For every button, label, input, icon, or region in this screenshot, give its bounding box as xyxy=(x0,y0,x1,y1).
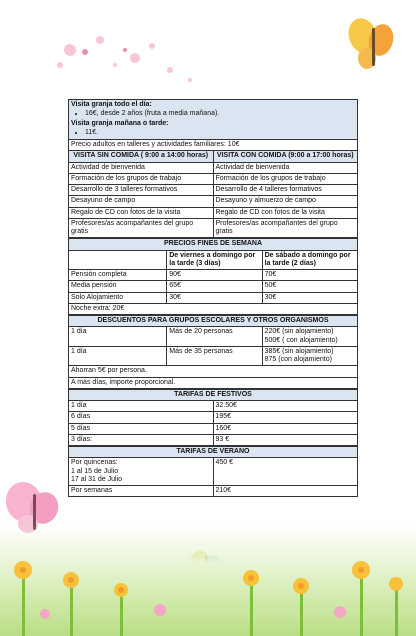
table-row xyxy=(69,207,358,218)
table-cell: Más de 35 personas xyxy=(167,346,262,366)
visita-manana-title: Visita granja mañana o tarde: xyxy=(71,119,169,127)
table-cell: 50€ xyxy=(262,281,357,292)
visita-table xyxy=(68,99,358,238)
fines-title: PRECIOS FINES DE SEMANA xyxy=(69,239,358,250)
table-cell: Desayuno de campo xyxy=(69,196,214,207)
table-cell: 1 día xyxy=(69,401,214,412)
semanas-label: Por semanas xyxy=(69,486,214,497)
table-cell: Actividad de bienvenida xyxy=(213,162,358,173)
visita-manana-item: • 11€. xyxy=(85,129,355,137)
col-header-sin-comida: VISITA SIN COMIDA ( 9:00 a 14:00 horas) xyxy=(69,151,214,162)
col-header-con-comida: VISITA CON COMIDA (9:00 a 17:00 horas) xyxy=(213,151,358,162)
precio-sin-alojamiento: 220€ (sin alojamiento) xyxy=(264,328,334,336)
visita-todo-dia-title: Visita granja todo el día: xyxy=(71,101,152,108)
table-cell: Formación de los grupos de trabajo xyxy=(213,173,358,184)
fines-col-sabado: De sábado a domingo por la tarde (2 días) xyxy=(262,250,357,270)
mas-dias-note: A más días, importe proporcional. xyxy=(69,377,358,388)
table-cell: 5 días xyxy=(69,423,214,434)
table-cell: Desayuno y almuerzo de campo xyxy=(213,196,358,207)
table-row xyxy=(69,327,358,347)
table-row xyxy=(69,486,358,497)
table-row xyxy=(69,270,358,281)
table-cell: Formación de los grupos de trabajo xyxy=(69,173,214,184)
verano-title: TARIFAS DE VERANO xyxy=(69,447,358,458)
table-cell: Profesores/as acompañantes del grupo gratis xyxy=(213,218,358,238)
visita-info-cell xyxy=(69,100,358,140)
descuentos-title: DESCUENTOS PARA GRUPOS ESCOLARES Y OTROS ORGANISMOS xyxy=(69,316,358,327)
table-row xyxy=(69,346,358,366)
table-cell xyxy=(69,458,214,486)
noche-extra: Noche extra: 20€ xyxy=(69,303,358,314)
table-cell: 30€ xyxy=(167,292,262,303)
table-row xyxy=(69,401,358,412)
table-cell: 30€ xyxy=(262,292,357,303)
table-row xyxy=(69,185,358,196)
quincenas-price: 450 € xyxy=(213,458,358,486)
semanas-price: 210€ xyxy=(213,486,358,497)
precio-con-alojamiento: 875 (con alojamiento) xyxy=(264,356,332,363)
table-cell: 93 € xyxy=(213,434,358,445)
table-row xyxy=(69,196,358,207)
flowers-decoration xyxy=(0,540,416,636)
table-row xyxy=(69,162,358,173)
empty-cell xyxy=(69,250,167,270)
butterfly-icon xyxy=(345,16,401,76)
table-cell: Profesores/as acompañantes del grupo gratis xyxy=(69,218,214,238)
table-cell xyxy=(262,327,357,347)
table-cell: 65€ xyxy=(167,281,262,292)
table-cell: Solo Alojamiento xyxy=(69,292,167,303)
precio-sin-alojamiento: 385€ (sin alojamiento) xyxy=(264,347,334,355)
fines-semana-table xyxy=(68,238,358,315)
adultos-price: Precio adultos en talleres y actividades familiares: 10€ xyxy=(69,140,358,151)
quincena-2: 17 al 31 de Julio xyxy=(71,475,122,483)
table-row xyxy=(69,218,358,238)
festivos-title: TARIFAS DE FESTIVOS xyxy=(69,389,358,400)
table-cell: 1 día xyxy=(69,327,167,347)
table-cell: 32.50€ xyxy=(213,401,358,412)
table-cell: Pensión completa xyxy=(69,270,167,281)
table-cell: 3 días: xyxy=(69,434,214,445)
visita-todo-dia-item: • 16€, desde 2 años (fruta a media mañana). xyxy=(85,110,355,118)
top-left-sparkle-decoration xyxy=(40,10,240,90)
table-cell: 90€ xyxy=(167,270,262,281)
price-document xyxy=(68,99,358,497)
table-cell: Actividad de bienvenida xyxy=(69,162,214,173)
quincena-1: 1 al 15 de Julio xyxy=(71,467,119,475)
table-cell xyxy=(262,346,357,366)
table-cell: Media pensión xyxy=(69,281,167,292)
table-cell: 6 días xyxy=(69,412,214,423)
table-row xyxy=(69,173,358,184)
table-cell: Desarrollo de 4 talleres formativos xyxy=(213,185,358,196)
table-row xyxy=(69,292,358,303)
fines-col-viernes: De viernes a domingo por la tarde (3 días) xyxy=(167,250,262,270)
festivos-table xyxy=(68,389,358,446)
precio-con-alojamiento: 500€ ( con alojamiento) xyxy=(264,336,338,344)
verano-table xyxy=(68,446,358,497)
table-cell: 70€ xyxy=(262,270,357,281)
table-cell: 160€ xyxy=(213,423,358,434)
table-cell: Desarrollo de 3 talleres formativos xyxy=(69,185,214,196)
table-cell: Regalo de CD con fotos de la visita xyxy=(213,207,358,218)
table-cell: 195€ xyxy=(213,412,358,423)
table-row xyxy=(69,434,358,445)
descuentos-table xyxy=(68,315,358,389)
table-cell: Más de 20 personas xyxy=(167,327,262,347)
table-row xyxy=(69,412,358,423)
table-row xyxy=(69,281,358,292)
table-cell: 1 día xyxy=(69,346,167,366)
ahorran-note: Ahorran 5€ por persona. xyxy=(69,366,358,377)
table-row xyxy=(69,458,358,486)
table-row xyxy=(69,423,358,434)
table-cell: Regalo de CD con fotos de la visita xyxy=(69,207,214,218)
quincenas-label: Por quincenas: xyxy=(71,459,118,467)
